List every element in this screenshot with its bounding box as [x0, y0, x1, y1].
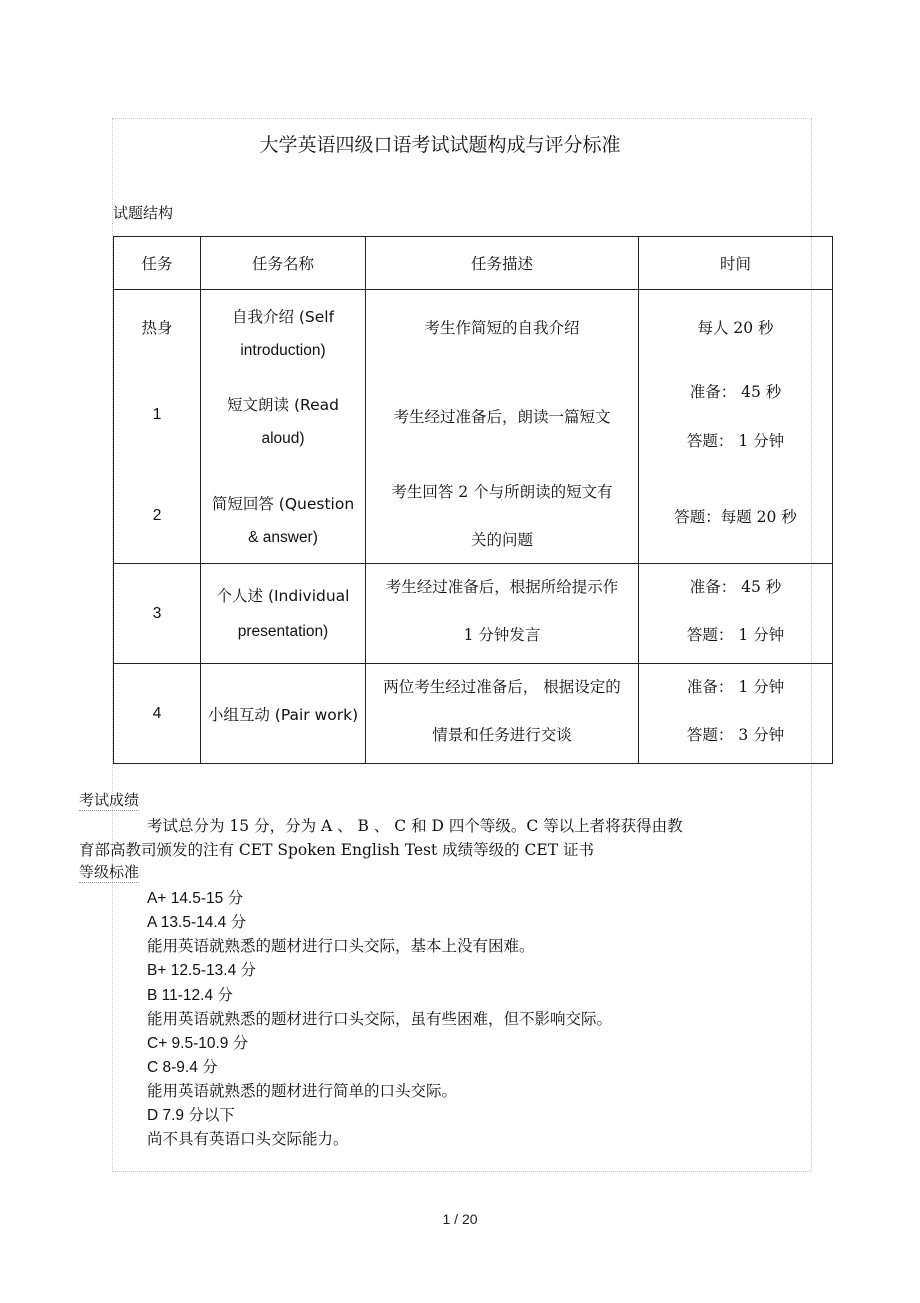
grade-c-desc: 能用英语就熟悉的题材进行简单的口头交际。 [147, 1082, 458, 1100]
table-header-row [114, 237, 833, 290]
grade-c: C 8-9.4 分 [147, 1059, 218, 1076]
time-task2: 答题：每题 20 秒 [674, 508, 797, 526]
desc-task1: 考生经过准备后，朗读一篇短文 [393, 408, 611, 426]
name-col-group [201, 290, 366, 564]
header-time: 时间 [639, 237, 833, 290]
name-task3-l2: presentation) [237, 622, 329, 640]
name-task3-l1: 个人述 (Individual [216, 586, 350, 605]
desc-task2-l1: 考生回答 2 个与所朗读的短文有 [391, 483, 613, 501]
grade-b-plus: B+ 12.5-13.4 分 [147, 962, 256, 979]
time-task3-answer: 答题： 1 分钟 [686, 626, 785, 644]
grade-a: A 13.5-14.4 分 [147, 914, 247, 931]
desc-warmup: 考生作简短的自我介绍 [424, 319, 580, 337]
score-text-line1: 考试总分为 15 分，分为 A 、 B 、 C 和 D 四个等级。C 等以上者将获得由教 [147, 817, 683, 835]
structure-table [113, 236, 833, 764]
grade-a-desc: 能用英语就熟悉的题材进行口头交际，基本上没有困难。 [147, 937, 535, 955]
grade-d-desc: 尚不具有英语口头交际能力。 [147, 1130, 349, 1148]
grade-c-plus: C+ 9.5-10.9 分 [147, 1035, 249, 1052]
task-3: 3 [114, 564, 201, 664]
grade-b-desc: 能用英语就熟悉的题材进行口头交际，虽有些困难，但不影响交际。 [147, 1010, 613, 1028]
grade-heading: 等级标准 [79, 863, 140, 881]
table-row [114, 290, 833, 564]
task-2: 2 [152, 507, 162, 524]
time-task3 [639, 564, 833, 664]
desc-task2-l2: 关的问题 [470, 531, 533, 549]
time-task4-answer: 答题： 3 分钟 [686, 726, 785, 744]
name-warmup [201, 300, 365, 368]
name-task4: 小组互动 (Pair work) [201, 664, 366, 764]
time-task4 [639, 664, 833, 764]
task-col-group [114, 290, 201, 564]
desc-task3-l2: 1 分钟发言 [463, 626, 541, 644]
desc-task4-l1: 两位考生经过准备后， 根据设定的 [383, 678, 621, 696]
score-heading: 考试成绩 [79, 791, 140, 809]
time-task3-prep: 准备： 45 秒 [689, 578, 782, 596]
time-task1-prep: 准备： 45 秒 [689, 383, 782, 401]
name-warmup-l2: introduction) [240, 342, 326, 359]
task-1: 1 [152, 406, 162, 423]
name-task1-l2: aloud) [261, 430, 305, 447]
header-task-desc: 任务描述 [366, 237, 639, 290]
name-task2 [201, 487, 365, 555]
task-4: 4 [114, 664, 201, 764]
table-row [114, 564, 833, 664]
structure-heading: 试题结构 [113, 204, 174, 222]
score-text-line2: 育部高教司颁发的注有 CET Spoken English Test 成绩等级的 CET 证书 [79, 841, 594, 859]
desc-col-group [366, 290, 639, 564]
header-task: 任务 [114, 237, 201, 290]
time-task4-prep: 准备： 1 分钟 [686, 678, 785, 696]
desc-task4-l2: 情景和任务进行交谈 [432, 726, 572, 744]
desc-task2 [366, 475, 638, 558]
desc-task4 [366, 664, 639, 764]
task-warmup: 热身 [141, 319, 173, 337]
name-task1-l1: 短文朗读 (Read [227, 396, 339, 414]
name-task1 [201, 388, 365, 456]
time-task1-answer: 答题： 1 分钟 [686, 432, 785, 450]
name-warmup-l1: 自我介绍 (Self [231, 308, 335, 326]
page-title: 大学英语四级口语考试试题构成与评分标准 [259, 134, 621, 156]
name-task3 [201, 564, 366, 664]
time-warmup: 每人 20 秒 [697, 319, 774, 337]
header-task-name: 任务名称 [201, 237, 366, 290]
table-row [114, 664, 833, 764]
name-task2-l1: 简短回答 (Question [211, 495, 355, 513]
name-task2-l2: & answer) [248, 529, 318, 546]
grade-b: B 11-12.4 分 [147, 987, 233, 1004]
page-number: 1 / 20 [442, 1211, 478, 1227]
grade-a-plus: A+ 14.5-15 分 [147, 890, 244, 907]
time-col-group [639, 290, 833, 564]
desc-task3-l1: 考生经过准备后，根据所给提示作 [385, 578, 619, 596]
desc-task3 [366, 564, 639, 664]
grade-d: D 7.9 分以下 [147, 1107, 235, 1124]
